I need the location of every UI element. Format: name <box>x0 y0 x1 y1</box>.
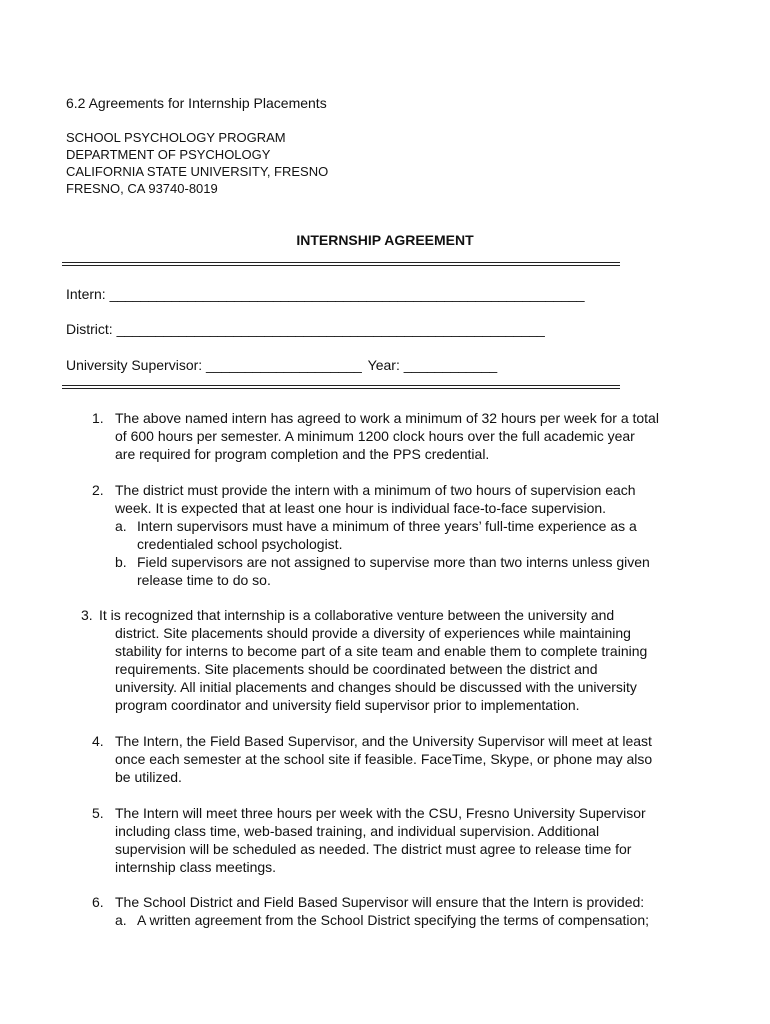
supervisor-year-row <box>66 356 497 374</box>
subitem-line: Intern supervisors must have a minimum of three years’ full-time experience as a <box>137 518 637 534</box>
address-program: SCHOOL PSYCHOLOGY PROGRAM <box>66 130 286 145</box>
supervisor-label: University Supervisor: <box>66 357 203 373</box>
list-item-line: stability for interns to become part of a site team and enable them to complete training <box>115 643 648 659</box>
subitem-letter: a. <box>115 518 127 534</box>
top-divider <box>62 262 620 266</box>
address-city: FRESNO, CA 93740-8019 <box>66 181 218 196</box>
list-item-line: The above named intern has agreed to work a minimum of 32 hours per week for a total <box>115 410 659 426</box>
district-field[interactable] <box>66 320 545 338</box>
intern-field[interactable] <box>66 285 585 303</box>
list-item-line: are required for program completion and the PPS credential. <box>115 446 490 462</box>
list-item-line: university. All initial placements and changes should be discussed with the university <box>115 679 637 695</box>
university-supervisor-field[interactable] <box>66 357 366 373</box>
address-department: DEPARTMENT OF PSYCHOLOGY <box>66 147 271 162</box>
address-university: CALIFORNIA STATE UNIVERSITY, FRESNO <box>66 164 329 179</box>
list-item-line: The Intern will meet three hours per week with the CSU, Fresno University Supervisor <box>115 805 646 821</box>
list-item-line: The district must provide the intern with a minimum of two hours of supervision each <box>115 482 636 498</box>
list-item-line: supervision will be scheduled as needed. The district must agree to release time for <box>115 841 632 857</box>
intern-label: Intern: <box>66 286 106 302</box>
year-blank: ____________ <box>403 357 498 373</box>
year-label: Year: <box>367 357 400 373</box>
list-item-line: requirements. Site placements should be coordinated between the district and <box>115 661 598 677</box>
list-item-number: 3. <box>81 607 93 623</box>
subitem-letter: b. <box>115 554 127 570</box>
subitem-line: Field supervisors are not assigned to supervise more than two interns unless given <box>137 554 650 570</box>
section-heading: 6.2 Agreements for Internship Placements <box>66 95 327 111</box>
list-item-line: program coordinator and university field supervisor prior to implementation. <box>115 697 580 713</box>
list-item-number: 1. <box>92 410 104 426</box>
intern-blank: _____________________________________________________________ <box>109 286 585 302</box>
district-label: District: <box>66 321 113 337</box>
list-item-line: internship class meetings. <box>115 859 277 875</box>
list-item-line: The Intern, the Field Based Supervisor, and the University Supervisor will meet at least <box>115 733 652 749</box>
list-item-line: of 600 hours per semester. A minimum 1200 clock hours over the full academic year <box>115 428 635 444</box>
subitem-line: credentialed school psychologist. <box>137 536 343 552</box>
list-item-line: It is recognized that internship is a collaborative venture between the university and <box>99 607 615 623</box>
list-item-line: week. It is expected that at least one hour is individual face-to-face supervision. <box>115 500 607 516</box>
district-blank: _______________________________________________________ <box>116 321 545 337</box>
list-item-number: 4. <box>92 733 104 749</box>
list-item-number: 5. <box>92 805 104 821</box>
document-title: INTERNSHIP AGREEMENT <box>296 232 474 248</box>
list-item-line: The School District and Field Based Supervisor will ensure that the Intern is provided: <box>115 894 645 910</box>
subitem-line: A written agreement from the School District specifying the terms of compensation; <box>137 912 650 928</box>
list-item-line: be utilized. <box>115 769 182 785</box>
list-item-number: 2. <box>92 482 104 498</box>
subitem-letter: a. <box>115 912 127 928</box>
bottom-divider <box>62 385 620 389</box>
list-item-number: 6. <box>92 894 104 910</box>
subitem-line: release time to do so. <box>137 572 271 588</box>
list-item-line: district. Site placements should provide a diversity of experiences while maintaining <box>115 625 631 641</box>
year-field[interactable] <box>368 357 498 373</box>
list-item-line: once each semester at the school site if feasible. FaceTime, Skype, or phone may also <box>115 751 653 767</box>
list-item-line: including class time, web-based training, and individual supervision. Additional <box>115 823 600 839</box>
supervisor-blank: ____________________ <box>206 357 362 373</box>
